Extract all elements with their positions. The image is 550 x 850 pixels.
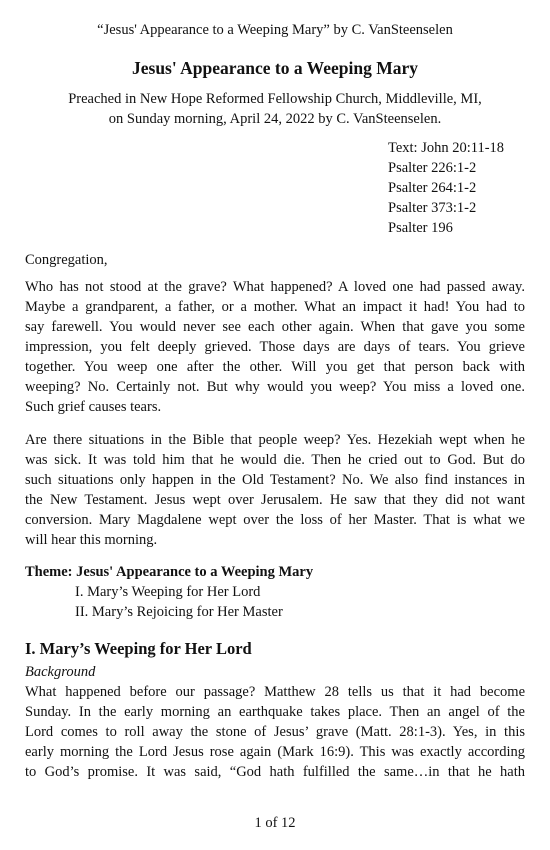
- paragraph-line: say farewell. You would never see each other again. When that gave you some: [25, 319, 525, 335]
- reference-psalter: Psalter 226:1-2: [388, 160, 477, 176]
- paragraph-line: together. You weep one after the other. Will you get that person back with: [25, 359, 525, 375]
- paragraph-line: conversion. Mary Magdalene wept over the loss of her Master. That is what we: [25, 512, 525, 528]
- reference-psalter: Psalter 264:1-2: [388, 180, 477, 196]
- paragraph-line: Lord comes to roll away the stone of Jesus’ grave (Matt. 28:1-3). Yes, in this: [25, 724, 525, 740]
- reference-psalter: Psalter 196: [388, 220, 453, 236]
- preached-info: [0, 89, 550, 129]
- paragraph-line: to God’s promise. It was said, “God hath fulfilled the same…in that he hath: [25, 764, 525, 780]
- running-header: “Jesus' Appearance to a Weeping Mary” by C. VanSteenselen: [97, 22, 453, 38]
- paragraph-line: was sick. It was told him that he would die. Then he cried out to God. But do: [25, 452, 525, 468]
- paragraph-line: early morning the Lord Jesus rose again (Mark 16:9). This was exactly according: [25, 744, 525, 760]
- page-number: 1 of 12: [254, 815, 296, 831]
- paragraph-background: [25, 682, 525, 782]
- paragraph-intro-grief: [25, 277, 525, 417]
- paragraph-line: weeping? No. Certainly not. But why would you weep? You miss a loved one.: [25, 379, 525, 395]
- paragraph-line: the New Testament. Jesus wept over Jerusalem. He saw that they did not want: [25, 492, 525, 508]
- theme-title: Theme: Jesus' Appearance to a Weeping Mary: [25, 564, 314, 580]
- section-subheading: Background: [25, 664, 96, 680]
- paragraph-line: Who has not stood at the grave? What happened? A loved one had passed away.: [25, 279, 525, 295]
- reference-psalter: Psalter 373:1-2: [388, 200, 477, 216]
- paragraph-line: Maybe a grandparent, a father, or a mother. What an impact it had! You had to: [25, 299, 525, 315]
- paragraph-line: Are there situations in the Bible that people weep? Yes. Hezekiah wept when he: [25, 432, 525, 448]
- theme-point: I. Mary’s Weeping for Her Lord: [75, 584, 261, 600]
- paragraph-line: Such grief causes tears.: [25, 399, 162, 415]
- scripture-references: [388, 138, 538, 238]
- preached-line: Preached in New Hope Reformed Fellowship Church, Middleville, MI,: [68, 91, 482, 107]
- sermon-title: Jesus' Appearance to a Weeping Mary: [132, 58, 418, 78]
- theme-block: [25, 562, 525, 622]
- paragraph-line: will hear this morning.: [25, 532, 158, 548]
- preached-line: on Sunday morning, April 24, 2022 by C. VanSteenselen.: [108, 111, 442, 127]
- section-heading: I. Mary’s Weeping for Her Lord: [25, 639, 252, 658]
- paragraph-line: What happened before our passage? Matthew 28 tells us that it had become: [25, 684, 525, 700]
- paragraph-bible-weeping: [25, 430, 525, 550]
- paragraph-line: Sunday. In the early morning an earthquake takes place. Then an angel of the: [25, 704, 525, 720]
- paragraph-line: such situations only happen in the Old Testament? No. We also find instances in: [25, 472, 525, 488]
- theme-point: II. Mary’s Rejoicing for Her Master: [75, 604, 283, 620]
- paragraph-line: impression, you felt deeply grieved. Those days are days of tears. You grieve: [25, 339, 525, 355]
- greeting: Congregation,: [25, 252, 108, 268]
- reference-text: Text: John 20:11-18: [388, 140, 505, 156]
